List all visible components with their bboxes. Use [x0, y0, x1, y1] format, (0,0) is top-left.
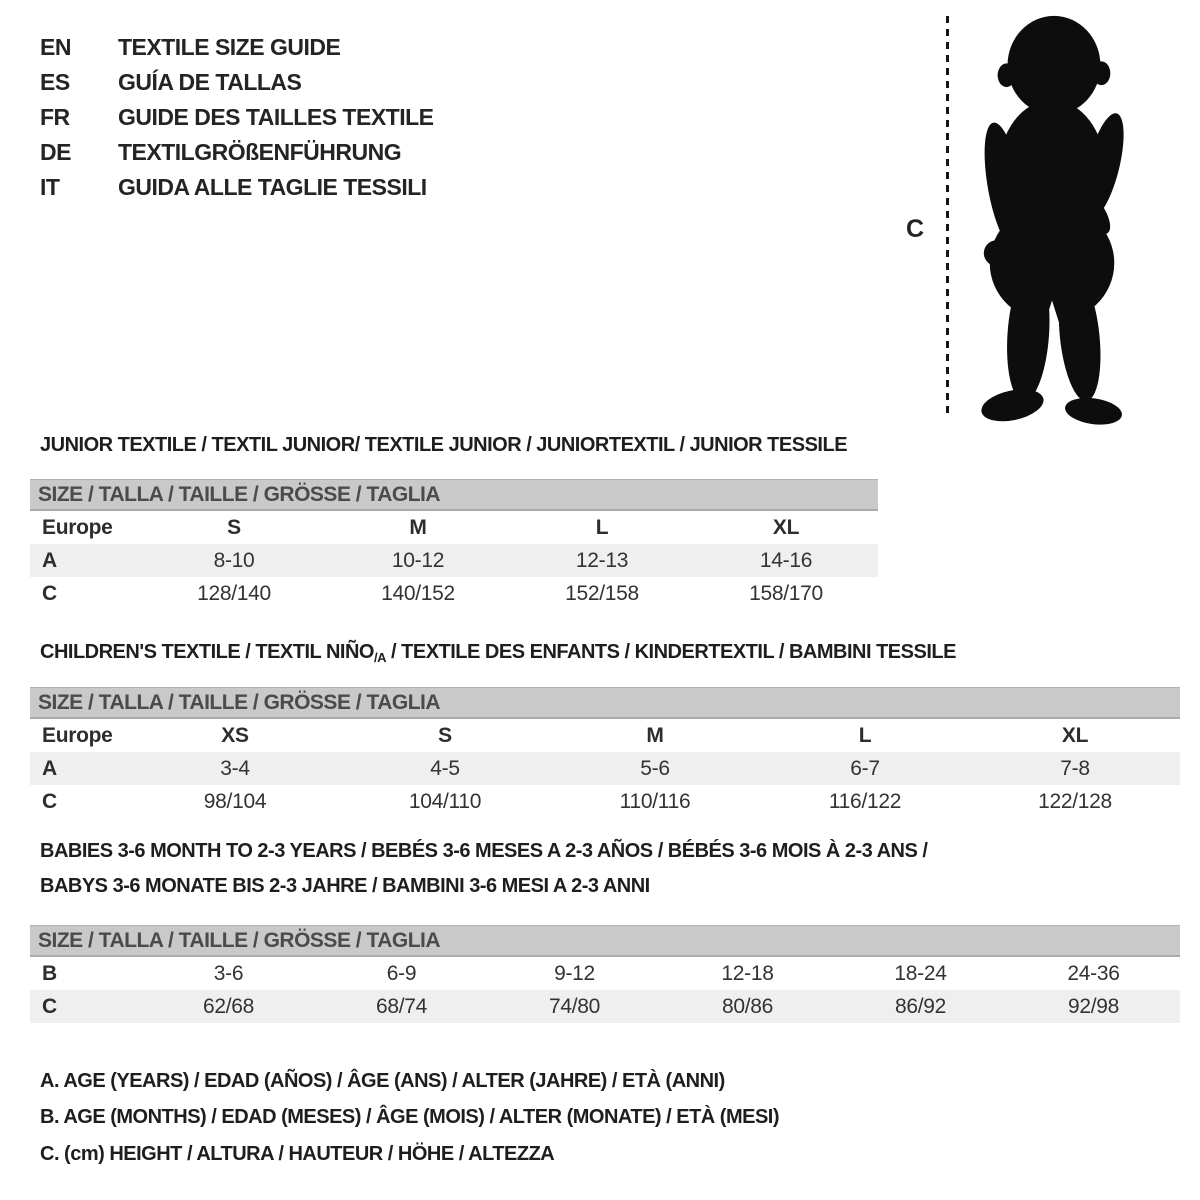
- children-height-row-label: C: [42, 789, 57, 813]
- junior-age-row: [30, 544, 878, 577]
- children-size-xs: XS: [221, 723, 249, 747]
- lang-code-de: DE: [40, 139, 71, 165]
- babies-age-months-row: [30, 957, 1180, 990]
- legend-age-years: A. AGE (YEARS) / EDAD (AÑOS) / ÂGE (ANS) / ALTER (JAHRE) / ETÀ (ANNI): [40, 1070, 725, 1092]
- children-height-l: 116/122: [828, 789, 902, 813]
- lang-row-es: [40, 65, 434, 100]
- lang-title-de: TEXTILGRÖßENFÜHRUNG: [118, 139, 402, 165]
- lang-title-es: GUÍA DE TALLAS: [118, 69, 302, 95]
- children-title-pre: CHILDREN'S TEXTILE / TEXTIL NIÑO: [40, 641, 374, 663]
- lang-code-it: IT: [40, 174, 60, 200]
- lang-title-it: GUIDA ALLE TAGLIE TESSILI: [118, 174, 427, 200]
- junior-europe-label: Europe: [42, 515, 113, 539]
- junior-size-s: S: [227, 515, 241, 539]
- children-europe-row: [30, 719, 1180, 752]
- children-age-row: [30, 752, 1180, 785]
- babies-age-row-label: B: [42, 961, 57, 985]
- children-height-s: 104/110: [408, 789, 482, 813]
- babies-height-6: 92/98: [1067, 994, 1120, 1018]
- children-europe-label: Europe: [42, 723, 113, 747]
- children-title-post: / TEXTILE DES ENFANTS / KINDERTEXTIL / BAMBINI TESSILE: [385, 641, 956, 663]
- junior-height-xl: 158/170: [749, 581, 823, 605]
- lang-code-fr: FR: [40, 104, 70, 130]
- legend-age-months: B. AGE (MONTHS) / EDAD (MESES) / ÂGE (MOIS) / ALTER (MONATE) / ETÀ (MESI): [40, 1106, 780, 1128]
- junior-size-m: M: [409, 515, 427, 539]
- children-size-xl: XL: [1061, 723, 1089, 747]
- junior-age-m: 10-12: [391, 548, 445, 572]
- babies-size-header-bar: SIZE / TALLA / TAILLE / GRÖSSE / TAGLIA: [30, 925, 1180, 957]
- children-size-s: S: [438, 723, 452, 747]
- babies-age-3: 9-12: [554, 961, 595, 985]
- babies-section-title-line1: BABIES 3-6 MONTH TO 2-3 YEARS / BEBÉS 3-6 MESES A 2-3 AÑOS / BÉBÉS 3-6 MOIS À 2-3 ANS /: [40, 840, 928, 862]
- junior-height-row-label: C: [42, 581, 57, 605]
- babies-age-6: 24-36: [1067, 961, 1120, 985]
- children-size-table: [30, 687, 1180, 818]
- junior-age-s: 8-10: [213, 548, 255, 572]
- children-title-sub: /A: [373, 650, 386, 665]
- junior-size-table: [30, 479, 878, 610]
- lang-row-it: [40, 170, 434, 205]
- junior-height-s: 128/140: [197, 581, 271, 605]
- height-measure-dashed-line: [946, 16, 949, 414]
- babies-height-1: 62/68: [202, 994, 255, 1018]
- children-section-title: [40, 641, 956, 665]
- junior-size-xl: XL: [772, 515, 800, 539]
- children-height-xs: 98/104: [203, 789, 267, 813]
- toddler-silhouette-image: [952, 8, 1152, 433]
- junior-height-m: 140/152: [381, 581, 455, 605]
- children-age-l: 6-7: [850, 756, 880, 780]
- lang-code-en: EN: [40, 34, 71, 60]
- children-size-header-bar: SIZE / TALLA / TAILLE / GRÖSSE / TAGLIA: [30, 687, 1180, 719]
- children-height-row: [30, 785, 1180, 818]
- junior-age-l: 12-13: [575, 548, 629, 572]
- junior-section-title: JUNIOR TEXTILE / TEXTIL JUNIOR/ TEXTILE JUNIOR / JUNIORTEXTIL / JUNIOR TESSILE: [40, 434, 848, 456]
- babies-height-2: 68/74: [375, 994, 428, 1018]
- junior-size-header-bar: SIZE / TALLA / TAILLE / GRÖSSE / TAGLIA: [30, 479, 878, 511]
- children-size-m: M: [646, 723, 664, 747]
- babies-height-row-label: C: [42, 994, 57, 1018]
- junior-age-xl: 14-16: [759, 548, 813, 572]
- junior-europe-row: [30, 511, 878, 544]
- children-age-row-label: A: [42, 756, 57, 780]
- lang-title-en: TEXTILE SIZE GUIDE: [118, 34, 341, 60]
- junior-height-l: 152/158: [565, 581, 639, 605]
- lang-row-de: [40, 135, 434, 170]
- junior-age-row-label: A: [42, 548, 57, 572]
- babies-section-title-line2: BABYS 3-6 MONATE BIS 2-3 JAHRE / BAMBINI 3-6 MESI A 2-3 ANNI: [40, 875, 650, 897]
- junior-size-l: L: [595, 515, 609, 539]
- lang-row-fr: [40, 100, 434, 135]
- language-title-list: [40, 30, 434, 205]
- children-age-xl: 7-8: [1060, 756, 1090, 780]
- children-height-xl: 122/128: [1038, 789, 1112, 813]
- babies-height-row: [30, 990, 1180, 1023]
- junior-height-row: [30, 577, 878, 610]
- lang-title-fr: GUIDE DES TAILLES TEXTILE: [118, 104, 434, 130]
- babies-age-4: 12-18: [721, 961, 774, 985]
- children-age-xs: 3-4: [220, 756, 250, 780]
- babies-height-5: 86/92: [894, 994, 947, 1018]
- babies-age-1: 3-6: [213, 961, 244, 985]
- children-age-s: 4-5: [430, 756, 460, 780]
- babies-age-2: 6-9: [386, 961, 417, 985]
- lang-row-en: [40, 30, 434, 65]
- children-height-m: 110/116: [619, 789, 691, 813]
- babies-size-table: [30, 925, 1180, 1023]
- babies-height-4: 80/86: [721, 994, 774, 1018]
- children-age-m: 5-6: [640, 756, 670, 780]
- children-size-l: L: [858, 723, 872, 747]
- babies-age-5: 18-24: [894, 961, 947, 985]
- lang-code-es: ES: [40, 69, 70, 95]
- babies-height-3: 74/80: [548, 994, 601, 1018]
- height-measure-label: C: [906, 215, 925, 243]
- legend-height-cm: C. (cm) HEIGHT / ALTURA / HAUTEUR / HÖHE / ALTEZZA: [40, 1143, 555, 1165]
